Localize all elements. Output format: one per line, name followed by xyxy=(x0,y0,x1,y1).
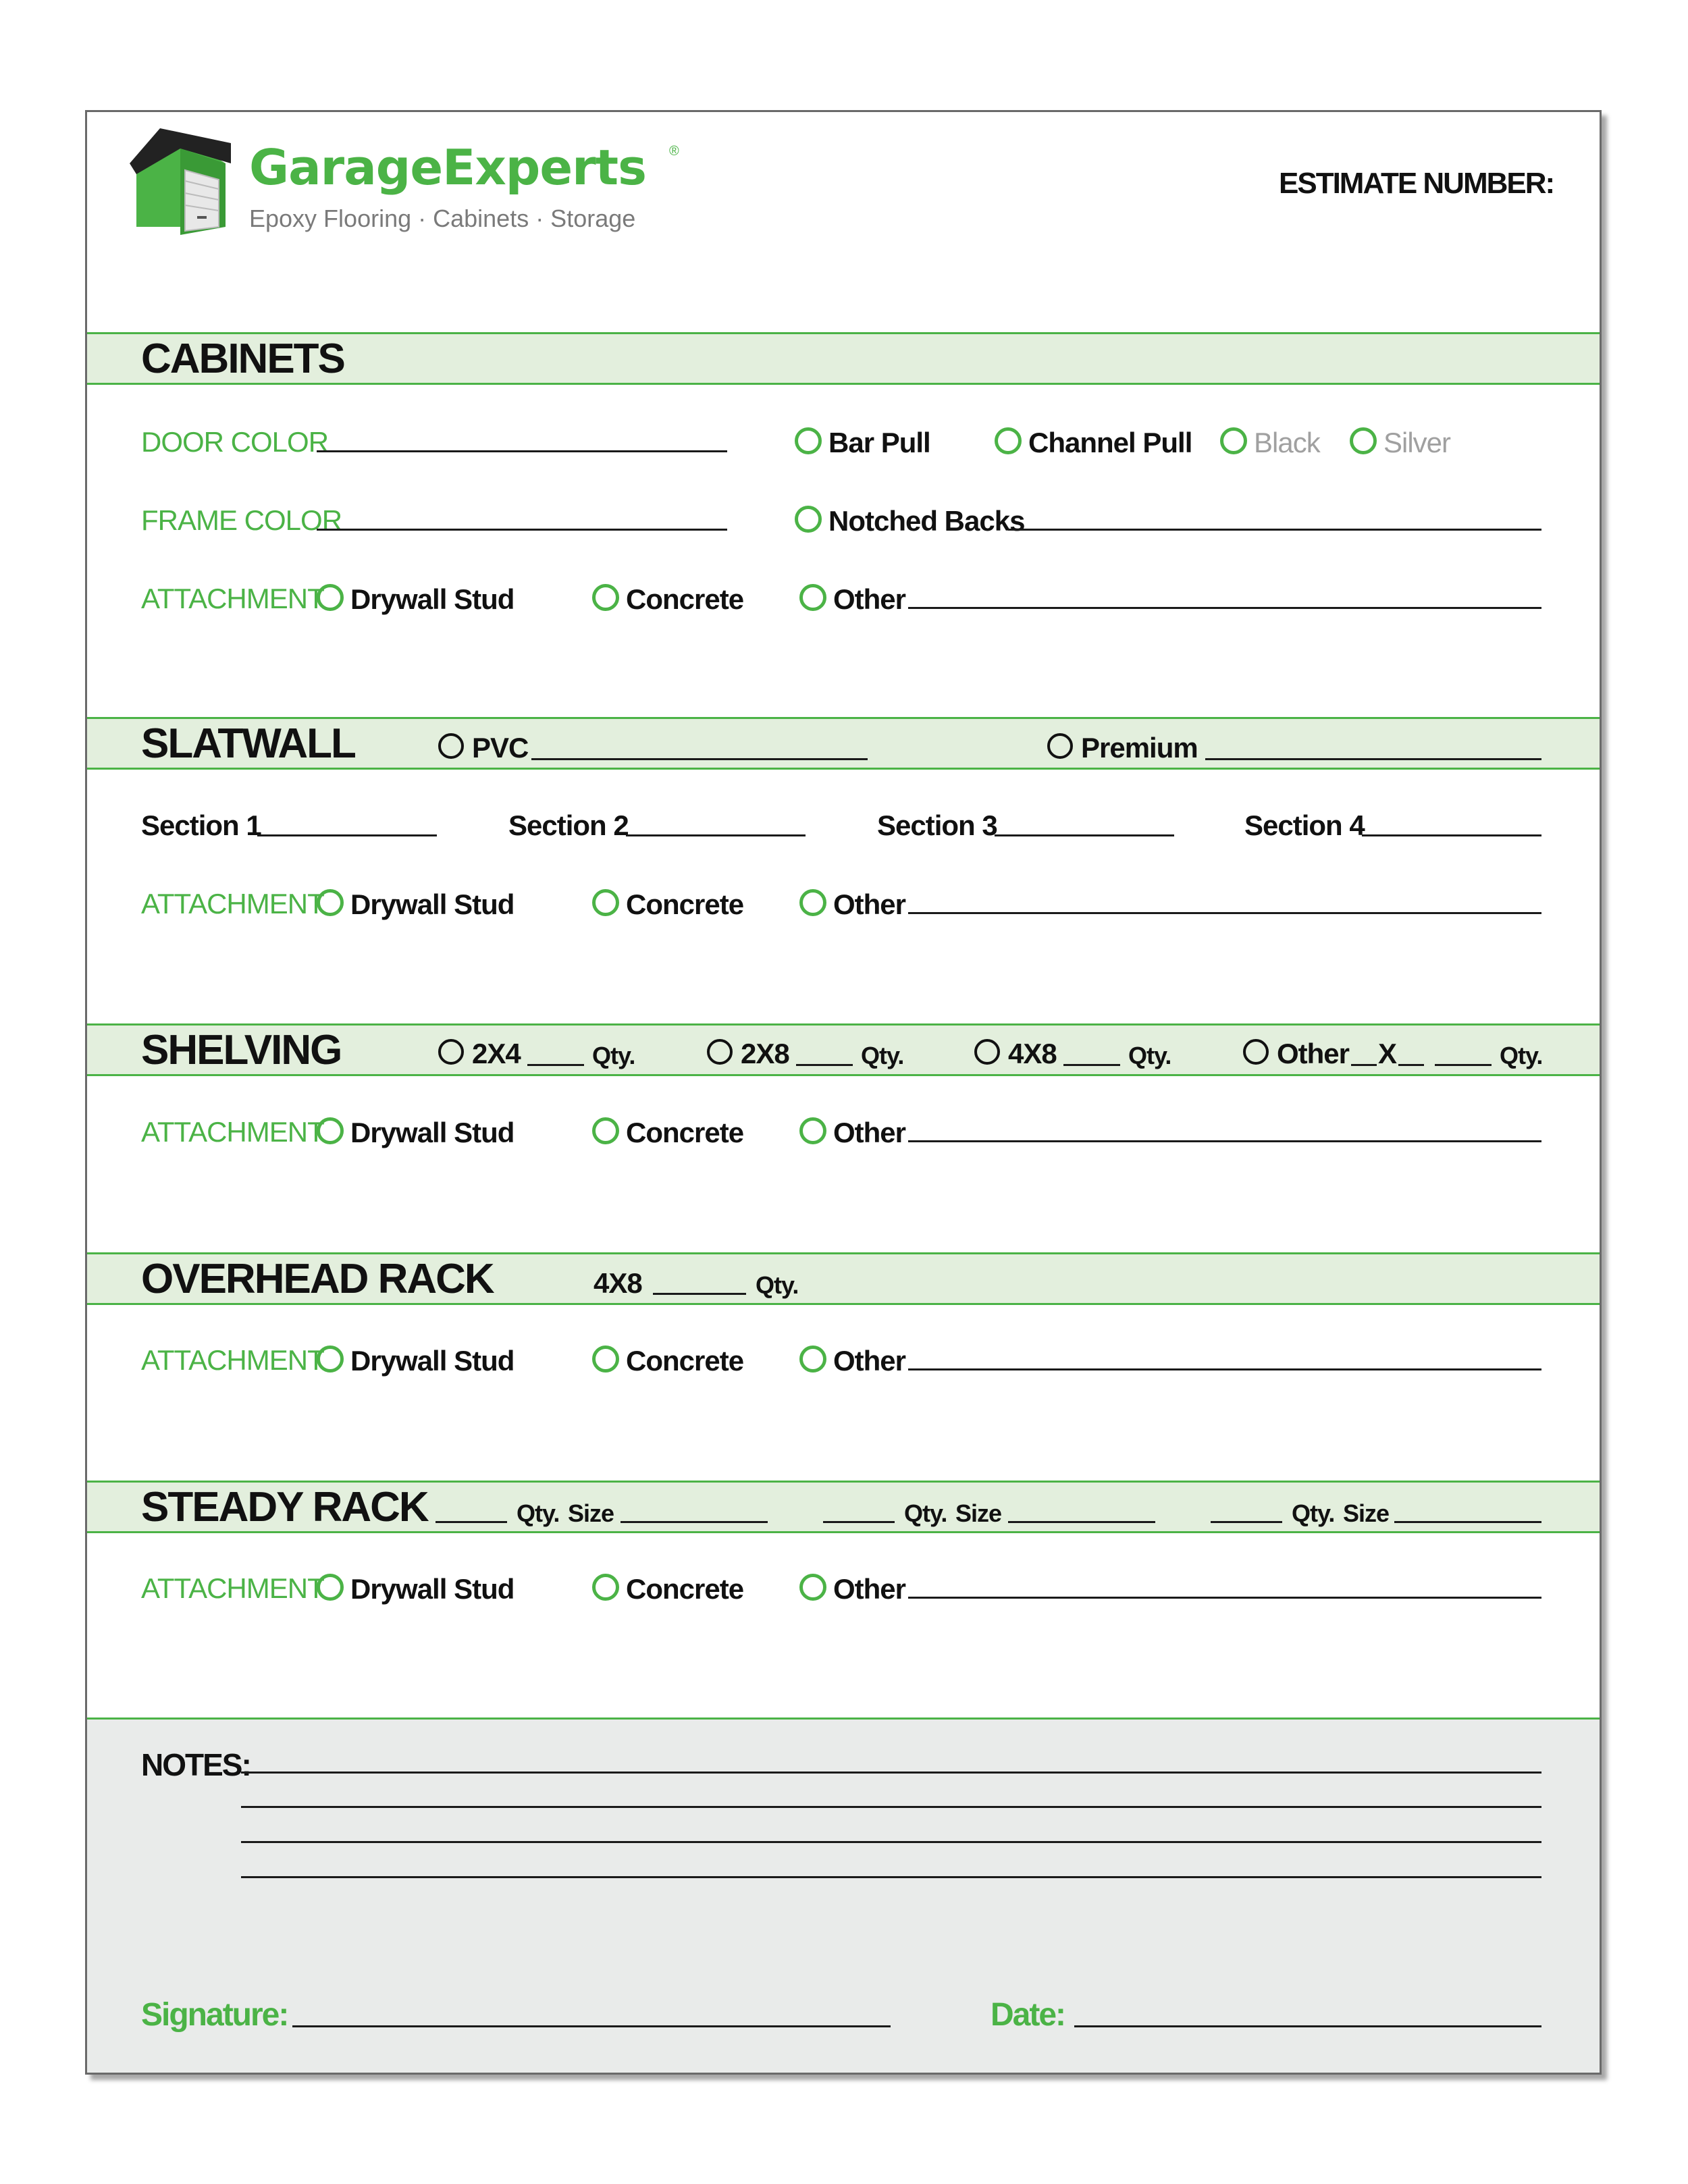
shelving-concrete-label: Concrete xyxy=(626,1117,744,1148)
slatwall-heading: SLATWALL xyxy=(141,720,355,767)
shelf-4x8-label: 4X8 xyxy=(1008,1038,1057,1069)
overhead-qty-field[interactable] xyxy=(653,1293,746,1295)
shelving-other-label: Other xyxy=(833,1117,906,1148)
shelving-other-field[interactable] xyxy=(908,1140,1541,1142)
shelf-2x8-label: 2X8 xyxy=(741,1038,789,1069)
black-label: Black xyxy=(1254,427,1320,458)
notes-section xyxy=(87,1717,1600,2073)
cabinets-drywall-label: Drywall Stud xyxy=(350,583,515,615)
steady-size-label-2: Size xyxy=(955,1499,1002,1527)
slatwall-drywall-label: Drywall Stud xyxy=(350,888,515,920)
steady-drywall-radio-icon[interactable] xyxy=(317,1574,344,1601)
date-label: Date: xyxy=(991,1997,1065,2033)
silver-label: Silver xyxy=(1383,427,1451,458)
cabinets-heading: CABINETS xyxy=(141,336,344,382)
channel-pull-radio-icon[interactable] xyxy=(995,427,1022,454)
cabinets-concrete-radio-icon[interactable] xyxy=(592,584,619,611)
signature-field[interactable] xyxy=(292,2025,891,2027)
shelf-2x8-radio-icon[interactable] xyxy=(707,1039,733,1065)
steady-attachment-label: ATTACHMENT xyxy=(141,1572,324,1604)
pvc-radio-icon[interactable] xyxy=(438,733,464,759)
steady-size-field-3[interactable] xyxy=(1394,1521,1541,1523)
overhead-drywall-radio-icon[interactable] xyxy=(317,1346,344,1373)
section-2-field[interactable] xyxy=(626,834,806,836)
premium-field[interactable] xyxy=(1205,758,1541,760)
section-2-label: Section 2 xyxy=(508,809,629,841)
shelving-other-radio-icon[interactable] xyxy=(799,1117,826,1144)
channel-pull-label: Channel Pull xyxy=(1028,427,1192,458)
cabinets-other-label: Other xyxy=(833,583,906,615)
steady-qty-field-2[interactable] xyxy=(823,1521,895,1523)
pvc-field[interactable] xyxy=(531,758,868,760)
steady-drywall-label: Drywall Stud xyxy=(350,1573,515,1605)
date-field[interactable] xyxy=(1074,2025,1541,2027)
shelf-2x4-radio-icon[interactable] xyxy=(438,1039,464,1065)
shelving-drywall-radio-icon[interactable] xyxy=(317,1117,344,1144)
notes-line-4[interactable] xyxy=(241,1876,1541,1878)
steady-size-field-2[interactable] xyxy=(1008,1521,1155,1523)
steady-other-label: Other xyxy=(833,1573,906,1605)
section-4-label: Section 4 xyxy=(1244,809,1365,841)
slatwall-other-radio-icon[interactable] xyxy=(799,889,826,916)
notes-line-3[interactable] xyxy=(241,1841,1541,1843)
cabinets-other-field[interactable] xyxy=(908,607,1541,609)
shelf-other-length-field[interactable] xyxy=(1398,1064,1424,1066)
signature-label: Signature: xyxy=(141,1997,288,2033)
section-3-label: Section 3 xyxy=(877,809,997,841)
frame-color-field[interactable] xyxy=(317,529,727,531)
overhead-other-radio-icon[interactable] xyxy=(799,1346,826,1373)
steady-other-radio-icon[interactable] xyxy=(799,1574,826,1601)
shelf-2x4-qty-label: Qty. xyxy=(592,1042,635,1069)
shelf-other-qty-field[interactable] xyxy=(1435,1064,1492,1066)
steady-concrete-radio-icon[interactable] xyxy=(592,1574,619,1601)
shelf-2x8-qty-field[interactable] xyxy=(796,1064,853,1066)
shelving-heading: SHELVING xyxy=(141,1027,342,1073)
cabinets-other-radio-icon[interactable] xyxy=(799,584,826,611)
steady-qty-field-1[interactable] xyxy=(436,1521,507,1523)
overhead-qty-label: Qty. xyxy=(756,1271,799,1299)
shelving-concrete-radio-icon[interactable] xyxy=(592,1117,619,1144)
steady-size-field-1[interactable] xyxy=(621,1521,768,1523)
overhead-attachment-label: ATTACHMENT xyxy=(141,1344,324,1376)
estimate-number-label: ESTIMATE NUMBER: xyxy=(1279,167,1554,200)
steady-qty-field-3[interactable] xyxy=(1211,1521,1282,1523)
brand-tagline: Epoxy Flooring · Cabinets · Storage xyxy=(249,205,636,232)
overhead-concrete-radio-icon[interactable] xyxy=(592,1346,619,1373)
pvc-label: PVC xyxy=(472,732,529,764)
notched-backs-label: Notched Backs xyxy=(828,505,1025,537)
steady-concrete-label: Concrete xyxy=(626,1573,744,1605)
slatwall-attachment-label: ATTACHMENT xyxy=(141,888,324,920)
notes-line-1[interactable] xyxy=(241,1772,1541,1774)
black-radio-icon[interactable] xyxy=(1220,427,1247,454)
premium-label: Premium xyxy=(1081,732,1198,764)
silver-radio-icon[interactable] xyxy=(1350,427,1377,454)
slatwall-other-label: Other xyxy=(833,888,906,920)
slatwall-drywall-radio-icon[interactable] xyxy=(317,889,344,916)
steady-other-field[interactable] xyxy=(908,1597,1541,1599)
notes-label: NOTES: xyxy=(141,1747,250,1782)
door-color-label: DOOR COLOR xyxy=(141,426,329,458)
steady-rack-heading: STEADY RACK xyxy=(141,1484,428,1530)
overhead-size-label: 4X8 xyxy=(594,1267,642,1299)
shelf-other-radio-icon[interactable] xyxy=(1243,1039,1269,1065)
steady-size-label-3: Size xyxy=(1343,1499,1390,1527)
shelf-other-x-label: X xyxy=(1378,1038,1397,1069)
shelf-other-label: Other xyxy=(1277,1038,1350,1069)
section-3-field[interactable] xyxy=(995,834,1174,836)
notched-backs-radio-icon[interactable] xyxy=(795,506,822,533)
frame-color-label: FRAME COLOR xyxy=(141,504,342,536)
slatwall-other-field[interactable] xyxy=(908,912,1541,914)
shelving-drywall-label: Drywall Stud xyxy=(350,1117,515,1148)
shelving-attachment-label: ATTACHMENT xyxy=(141,1116,324,1148)
registered-mark: ® xyxy=(669,144,679,159)
premium-radio-icon[interactable] xyxy=(1047,733,1073,759)
cabinets-concrete-label: Concrete xyxy=(626,583,744,615)
overhead-drywall-label: Drywall Stud xyxy=(350,1345,515,1377)
door-color-field[interactable] xyxy=(317,450,727,452)
overhead-other-field[interactable] xyxy=(908,1368,1541,1370)
section-4-field[interactable] xyxy=(1362,834,1541,836)
shelf-2x4-qty-field[interactable] xyxy=(527,1064,584,1066)
estimate-form xyxy=(85,110,1602,2075)
slatwall-concrete-label: Concrete xyxy=(626,888,744,920)
cabinets-drywall-radio-icon[interactable] xyxy=(317,584,344,611)
notes-line-2[interactable] xyxy=(241,1806,1541,1808)
bar-pull-radio-icon[interactable] xyxy=(795,427,822,454)
section-1-label: Section 1 xyxy=(141,809,261,841)
overhead-concrete-label: Concrete xyxy=(626,1345,744,1377)
shelf-4x8-qty-label: Qty. xyxy=(1128,1042,1171,1069)
shelf-other-width-field[interactable] xyxy=(1351,1064,1377,1066)
notched-backs-field[interactable] xyxy=(1008,529,1541,531)
overhead-rack-heading: OVERHEAD RACK xyxy=(141,1256,494,1302)
shelf-2x4-label: 2X4 xyxy=(472,1038,521,1069)
steady-qty-label-2: Qty. xyxy=(904,1499,947,1527)
shelf-2x8-qty-label: Qty. xyxy=(861,1042,904,1069)
steady-qty-label-3: Qty. xyxy=(1292,1499,1335,1527)
cabinets-attachment-label: ATTACHMENT xyxy=(141,583,324,614)
section-1-field[interactable] xyxy=(257,834,437,836)
steady-size-label-1: Size xyxy=(568,1499,614,1527)
shelf-4x8-qty-field[interactable] xyxy=(1063,1064,1120,1066)
shelf-other-qty-label: Qty. xyxy=(1500,1042,1543,1069)
brand-name: GarageExperts xyxy=(249,139,646,196)
garage-house-logo-icon xyxy=(130,128,231,235)
steady-qty-label-1: Qty. xyxy=(517,1499,560,1527)
overhead-other-label: Other xyxy=(833,1345,906,1377)
slatwall-concrete-radio-icon[interactable] xyxy=(592,889,619,916)
bar-pull-label: Bar Pull xyxy=(828,427,930,458)
shelf-4x8-radio-icon[interactable] xyxy=(974,1039,1000,1065)
